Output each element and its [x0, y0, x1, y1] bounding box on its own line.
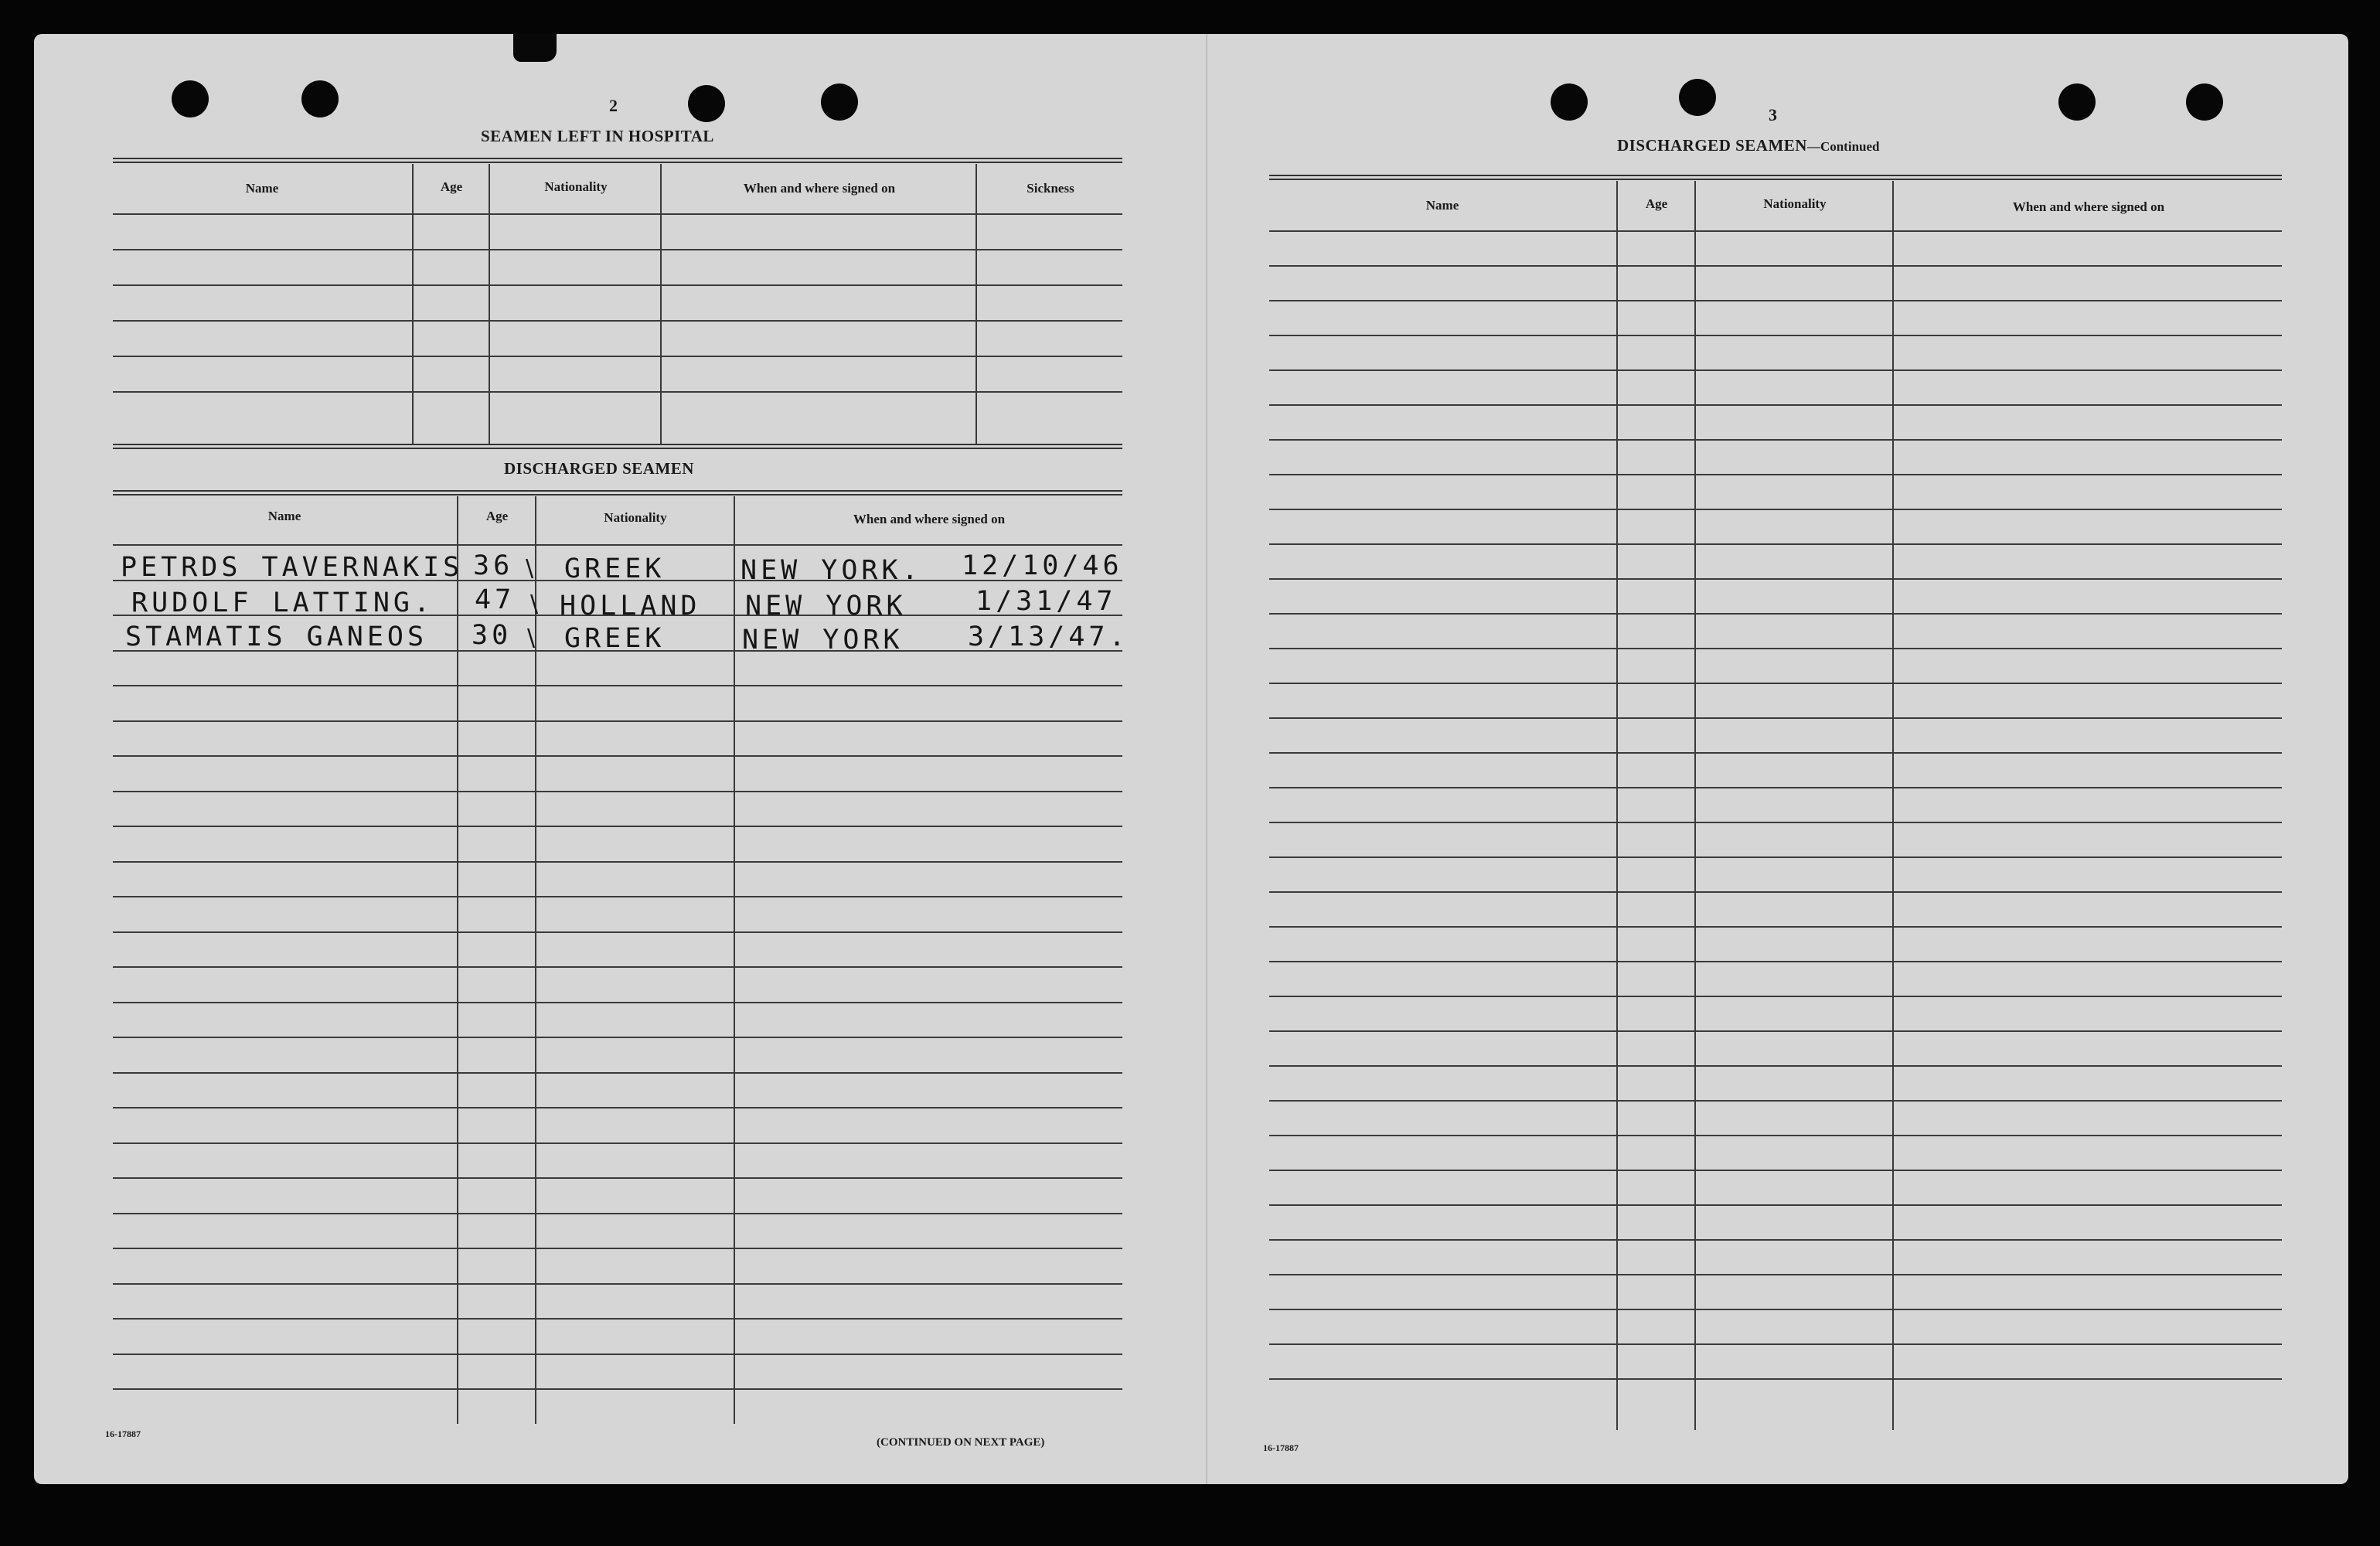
ruled-line [113, 1177, 1122, 1179]
hospital-section-title: SEAMEN LEFT IN HOSPITAL [481, 127, 714, 145]
page-number-left: 2 [609, 96, 618, 115]
ruled-line [113, 1283, 1122, 1285]
discharged-top-rule [113, 490, 1122, 495]
seaman-3-signed-place: NEW YORK [742, 625, 904, 656]
ruled-line [1269, 1309, 2282, 1310]
ruled-line [113, 791, 1122, 792]
discharged-col-divider [734, 496, 735, 1424]
form-number-right: 16-17887 [1263, 1442, 1299, 1453]
continued-suffix: —Continued [1806, 139, 1880, 154]
discharged-header-nationality: Nationality [604, 510, 667, 525]
ruled-line [1269, 1135, 2282, 1136]
punch-hole [1679, 79, 1716, 116]
ruled-line [113, 826, 1122, 827]
ruled-line [113, 249, 1122, 250]
hospital-header-sickness: Sickness [1027, 181, 1074, 196]
ruled-line [113, 284, 1122, 286]
ruled-line [113, 861, 1122, 863]
document-sheet [34, 34, 2348, 1484]
ruled-line [1269, 1170, 2282, 1171]
hospital-col-divider [489, 164, 490, 444]
discharged-header-signed-on: When and where signed on [853, 512, 1006, 526]
ruled-line [113, 1037, 1122, 1038]
seaman-2-signed-date: 1/31/47 [975, 586, 1117, 617]
discharged-col-divider [457, 496, 458, 1424]
ruled-line [1269, 996, 2282, 997]
continued-note: (CONTINUED ON NEXT PAGE) [877, 1436, 1045, 1449]
hospital-header-nationality: Nationality [544, 179, 608, 194]
discharged-header-age: Age [485, 509, 509, 523]
right-top-rule [1269, 175, 2282, 180]
discharged-col-divider [535, 496, 536, 1424]
entry-tick: \ [530, 591, 539, 618]
ruled-line [1269, 1204, 2282, 1206]
ruled-line [1269, 1274, 2282, 1275]
ruled-line [1269, 578, 2282, 580]
ruled-line [113, 1248, 1122, 1249]
ruled-line [1269, 891, 2282, 893]
ruled-line [1269, 1239, 2282, 1241]
ruled-line [1269, 509, 2282, 510]
ruled-line [1269, 404, 2282, 406]
ruled-line [1269, 752, 2282, 754]
ruled-line [113, 1388, 1122, 1390]
form-number-left: 16-17887 [105, 1429, 141, 1439]
ruled-line [1269, 613, 2282, 615]
hospital-header-name: Name [245, 181, 279, 196]
ruled-line [113, 356, 1122, 357]
punch-hole [2058, 83, 2096, 121]
entry-tick: \ [527, 625, 536, 652]
ruled-line [1269, 787, 2282, 788]
seaman-1-signed-date: 12/10/46 [962, 550, 1123, 581]
hospital-col-divider [412, 164, 414, 444]
punch-hole [2186, 83, 2223, 121]
discharged-continued-title-text: DISCHARGED SEAMEN [1617, 136, 1807, 155]
ruled-line [113, 755, 1122, 757]
seaman-1-signed-place: NEW YORK. [741, 555, 922, 586]
seaman-3-name: STAMATIS GANEOS [125, 621, 428, 652]
discharged-section-title: DISCHARGED SEAMEN [504, 459, 694, 478]
ruled-line [1269, 230, 2282, 232]
page-fold [1206, 34, 1207, 1484]
ruled-line [1269, 822, 2282, 823]
ruled-line [113, 1318, 1122, 1320]
ruled-line [1269, 1378, 2282, 1380]
seaman-3-nationality: GREEK [564, 623, 666, 654]
ruled-line [113, 896, 1122, 897]
ruled-line [1269, 648, 2282, 649]
punch-hole [821, 83, 858, 121]
seaman-2-name: RUDOLF LATTING. [131, 587, 434, 618]
ruled-line [1269, 926, 2282, 928]
ruled-line [1269, 683, 2282, 684]
punch-hole [301, 80, 339, 117]
hospital-header-signed-on: When and where signed on [743, 181, 896, 196]
right-col-divider [1616, 181, 1618, 1430]
ruled-line [1269, 961, 2282, 962]
seaman-2-signed-place: NEW YORK [745, 591, 907, 621]
ruled-line [113, 1072, 1122, 1074]
ruled-line [113, 391, 1122, 393]
ruled-line [113, 931, 1122, 933]
punch-hole [172, 80, 209, 117]
seaman-3-signed-date: 3/13/47. [968, 621, 1129, 652]
ruled-line [1269, 717, 2282, 719]
ruled-line [113, 320, 1122, 322]
seaman-2-age: 47 [475, 584, 516, 615]
seaman-1-name: PETRDS TAVERNAKIS [121, 552, 464, 583]
ruled-line [113, 1213, 1122, 1214]
entry-tick: \ [526, 555, 534, 582]
discharged-header-name: Name [267, 509, 301, 523]
ruled-line [1269, 1065, 2282, 1067]
seaman-1-age: 36 [473, 550, 514, 581]
ruled-line [1269, 300, 2282, 301]
punch-hole [1551, 83, 1588, 121]
right-header-name: Name [1425, 198, 1459, 213]
hospital-top-rule [113, 158, 1122, 163]
ruled-line [113, 1142, 1122, 1144]
seaman-1-nationality: GREEK [564, 553, 666, 584]
ruled-line [1269, 265, 2282, 267]
ruled-line [1269, 543, 2282, 545]
ruled-line [1269, 335, 2282, 336]
discharged-continued-title [1617, 136, 1879, 155]
hospital-bottom-rule [113, 444, 1122, 449]
hospital-header-age: Age [440, 179, 463, 194]
ruled-line [1269, 439, 2282, 441]
ruled-line [1269, 1100, 2282, 1102]
right-col-divider [1694, 181, 1696, 1430]
right-header-nationality: Nationality [1763, 196, 1827, 211]
ruled-line [113, 966, 1122, 968]
right-header-age: Age [1645, 196, 1668, 211]
hospital-col-divider [660, 164, 662, 444]
seaman-3-age: 30 [472, 620, 512, 651]
right-col-divider [1892, 181, 1894, 1430]
hospital-col-divider [975, 164, 977, 444]
ruled-line [113, 544, 1122, 546]
ruled-line [113, 720, 1122, 722]
punch-hole [688, 85, 725, 122]
ruled-line [113, 1354, 1122, 1355]
seaman-2-nationality: HOLLAND [560, 591, 701, 621]
page-number-right: 3 [1769, 105, 1777, 124]
ruled-line [1269, 1030, 2282, 1032]
ruled-line [1269, 474, 2282, 475]
right-header-signed-on: When and where signed on [2012, 199, 2165, 214]
ruled-line [113, 213, 1122, 215]
ruled-line [113, 685, 1122, 686]
ruled-line [1269, 369, 2282, 371]
ruled-line [113, 1002, 1122, 1003]
ruled-line [113, 1107, 1122, 1108]
ink-blot [513, 34, 557, 62]
ruled-line [1269, 856, 2282, 858]
ruled-line [1269, 1343, 2282, 1345]
